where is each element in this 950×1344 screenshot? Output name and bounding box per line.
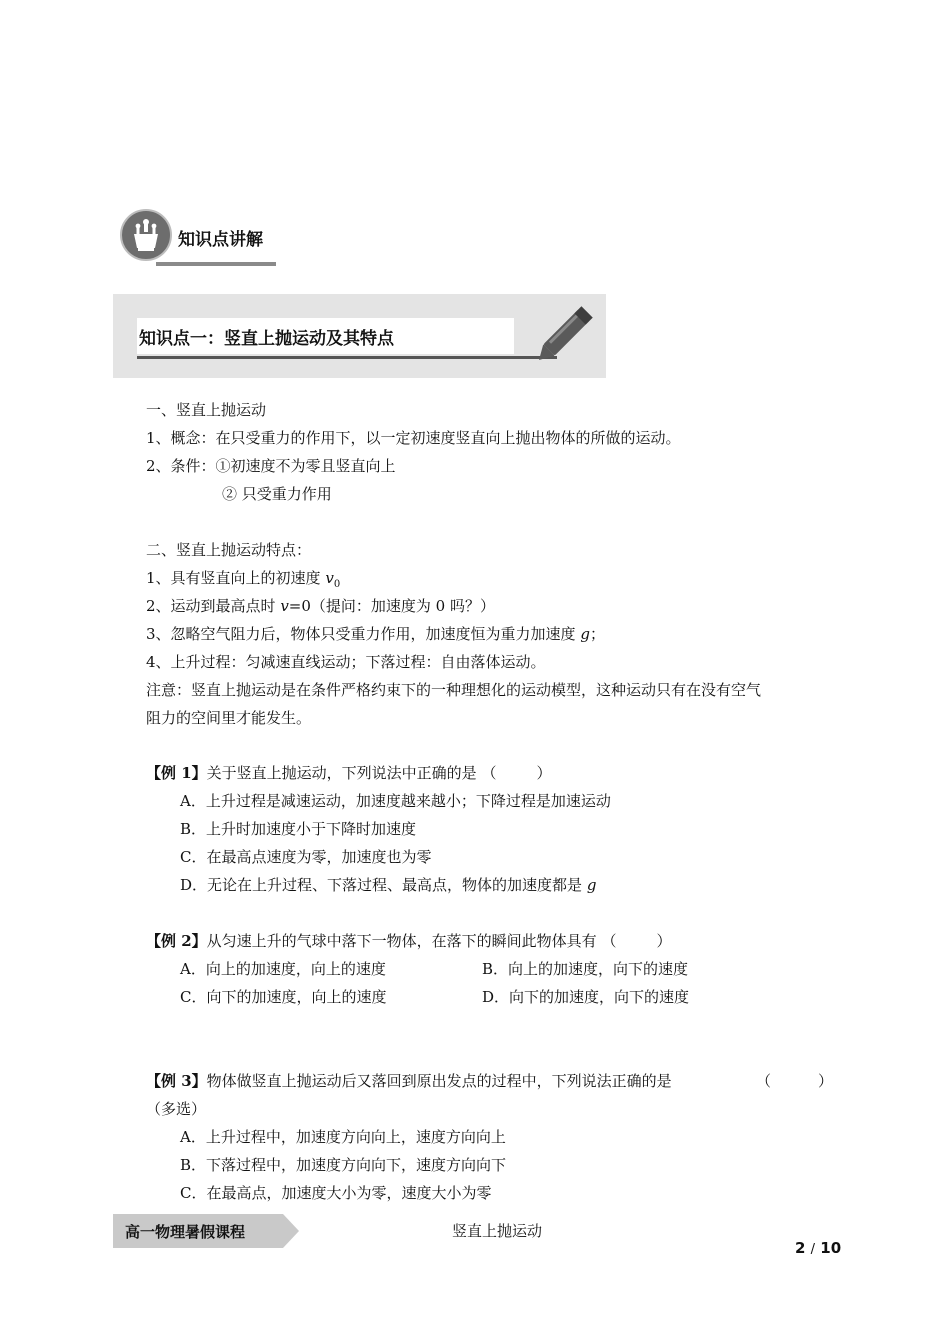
part2-point-4: 4、上升过程：匀减速直线运动；下落过程：自由落体运动。 xyxy=(146,653,546,671)
example3-note: （多选） xyxy=(146,1100,207,1118)
page-separator: / xyxy=(810,1242,816,1257)
pencil-icon xyxy=(533,298,603,364)
page-total: 10 xyxy=(820,1239,842,1257)
part2-point-1-text: 1、具有竖直向上的初速度 xyxy=(146,569,326,587)
example3-option-c: C．在最高点，加速度大小为零，速度大小为零 xyxy=(180,1184,492,1202)
example1-option-b: B．上升时加速度小于下降时加速度 xyxy=(180,820,417,838)
part2-note-line-1: 注意：竖直上抛运动是在条件严格约束下的一种理想化的运动模型，这种运动只有在没有空气 xyxy=(146,681,762,699)
part1-concept: 1、概念：在只受重力的作用下，以一定初速度竖直向上抛出物体的所做的运动。 xyxy=(146,429,681,447)
velocity-symbol: v xyxy=(280,597,289,615)
example2-option-d: D．向下的加速度，向下的速度 xyxy=(482,988,690,1006)
example1-text: 关于竖直上抛运动，下列说法中正确的是 （ xyxy=(206,764,497,782)
part2-note-line-2: 阻力的空间里才能发生。 xyxy=(146,709,312,727)
example3-option-b: B．下落过程中，加速度方向向下，速度方向向下 xyxy=(180,1156,507,1174)
page-number xyxy=(795,1239,841,1257)
gravity-symbol: g xyxy=(586,876,597,894)
footer-course-tab xyxy=(113,1214,301,1248)
example1-option-d xyxy=(180,874,596,896)
example2-tag: 【例 2】 xyxy=(146,932,207,950)
part2-point-3-rest: ； xyxy=(589,625,605,643)
example3-question xyxy=(146,1070,672,1092)
example1-tag: 【例 1】 xyxy=(146,764,207,782)
knowledge-badge xyxy=(116,205,276,269)
example2-option-a: A．向上的加速度，向上的速度 xyxy=(180,960,386,978)
part2-point-1 xyxy=(146,567,340,596)
gravity-symbol: g xyxy=(580,625,590,643)
part2-point-2-rest: =0（提问：加速度为 0 吗？） xyxy=(288,597,495,615)
example1-option-d-text: D．无论在上升过程、下落过程、最高点，物体的加速度都是 xyxy=(180,876,587,894)
example1-option-c: C．在最高点速度为零，加速度也为零 xyxy=(180,848,432,866)
page-current: 2 xyxy=(795,1239,806,1257)
badge-label: 知识点讲解 xyxy=(178,230,263,250)
section-title: 知识点一：竖直上抛运动及其特点 xyxy=(139,329,394,349)
part2-point-3-text: 3、忽略空气阻力后，物体只受重力作用，加速度恒为重力加速度 xyxy=(146,625,581,643)
part2-point-2-text: 2、运动到最高点时 xyxy=(146,597,281,615)
example3-tag: 【例 3】 xyxy=(146,1072,207,1090)
example3-open: （ xyxy=(756,1072,772,1090)
part1-condition-2: ② 只受重力作用 xyxy=(222,485,332,503)
chess-pieces-icon xyxy=(120,209,172,261)
example1-question xyxy=(146,762,551,784)
section-title-underline xyxy=(137,356,557,359)
example2-close: ） xyxy=(656,932,672,950)
part1-heading: 一、竖直上抛运动 xyxy=(146,401,267,419)
footer-course-label: 高一物理暑假课程 xyxy=(125,1223,246,1241)
example2-question xyxy=(146,930,671,952)
part1-condition-1: 2、条件：①初速度不为零且竖直向上 xyxy=(146,457,396,475)
example1-close: ） xyxy=(536,764,552,782)
footer-topic: 竖直上抛运动 xyxy=(452,1222,543,1240)
example3-option-a: A．上升过程中，加速度方向向上，速度方向向上 xyxy=(180,1128,506,1146)
velocity-subscript: 0 xyxy=(333,579,341,590)
part2-point-3 xyxy=(146,623,605,645)
part2-point-2 xyxy=(146,595,495,617)
example2-option-b: B．向上的加速度，向下的速度 xyxy=(482,960,689,978)
example2-option-c: C．向下的加速度，向上的速度 xyxy=(180,988,387,1006)
example2-text: 从匀速上升的气球中落下一物体，在落下的瞬间此物体具有 （ xyxy=(206,932,617,950)
example1-option-a: A．上升过程是减速运动，加速度越来越小；下降过程是加速运动 xyxy=(180,792,611,810)
section-title-box xyxy=(113,294,606,378)
example3-text: 物体做竖直上抛运动后又落回到原出发点的过程中，下列说法正确的是 xyxy=(206,1072,672,1090)
example3-close: ） xyxy=(818,1072,834,1090)
part2-heading: 二、竖直上抛运动特点： xyxy=(146,541,312,559)
velocity-symbol: v xyxy=(325,569,334,587)
badge-underline xyxy=(156,262,276,266)
